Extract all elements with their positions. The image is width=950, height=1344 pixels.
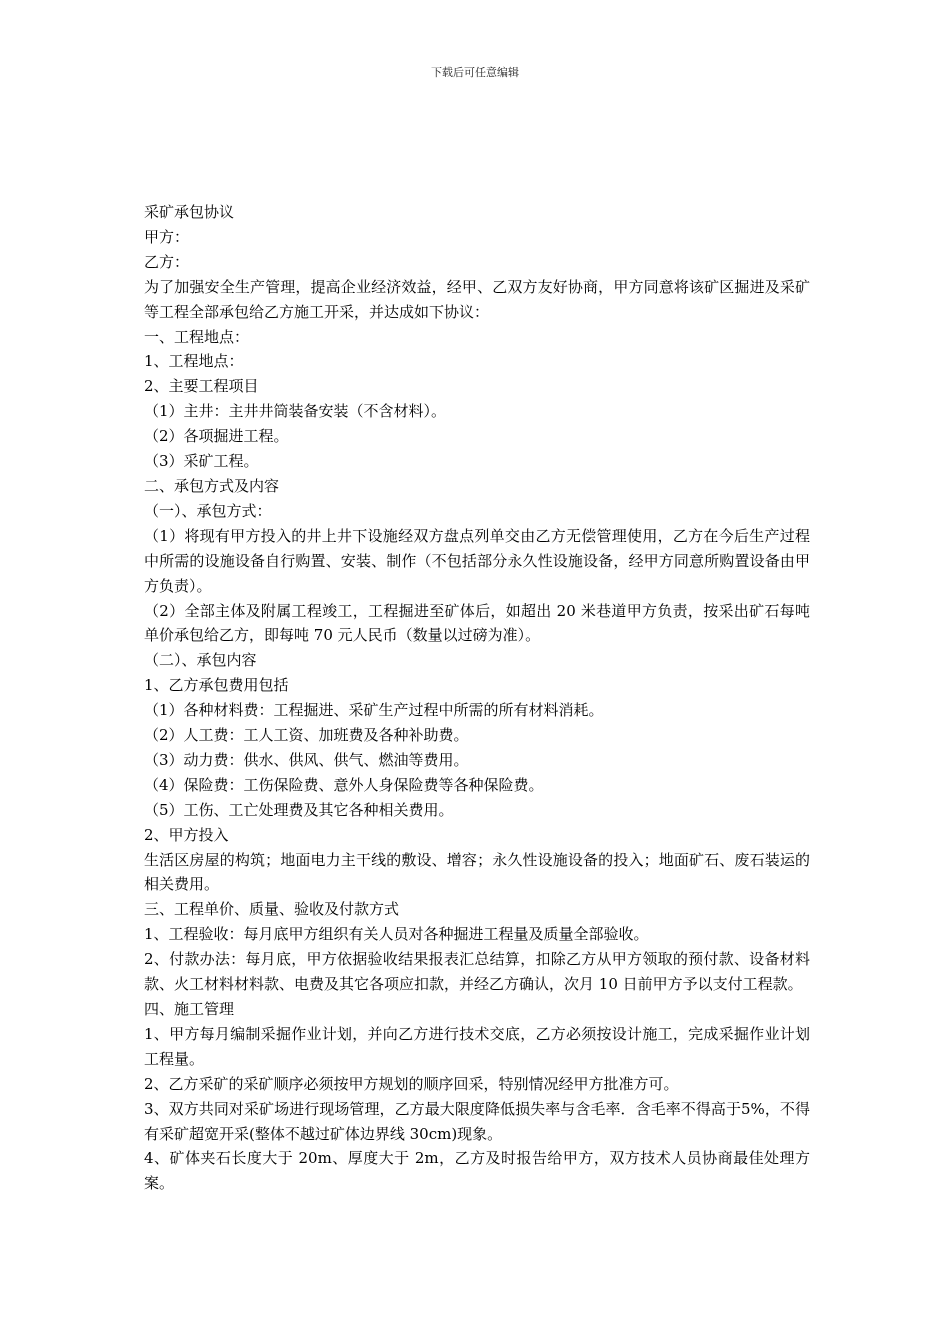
list-item: （2）各项掘进工程。	[144, 427, 289, 446]
section-heading: 三、工程单价、质量、验收及付款方式	[144, 900, 400, 919]
section-heading: 二、承包方式及内容	[144, 476, 280, 495]
list-item: （3）动力费：供水、供风、供气、燃油等费用。	[144, 750, 469, 769]
subsection-heading: （二）、承包内容	[144, 651, 257, 670]
paragraph: 1、工程验收：每月底甲方组织有关人员对各种掘进工程量及质量全部验收。	[144, 925, 649, 944]
paragraph: 2、甲方投入	[144, 825, 229, 844]
subsection-heading: （一）、承包方式：	[144, 501, 272, 520]
paragraph: 1、工程地点：	[144, 352, 244, 371]
list-item: （2）人工费：工人工资、加班费及各种补助费。	[144, 726, 469, 745]
list-item: （3）采矿工程。	[144, 452, 259, 471]
paragraph: 4、矿体夹石长度大于 20m、厚度大于 2m，乙方及时报告给甲方，双方技术人员协商最佳处理方案。	[144, 1149, 810, 1193]
list-item: （2）全部主体及附属工程竣工，工程掘进至矿体后，如超出 20 米巷道甲方负责，按采出矿石每吨单价承包给乙方，即每吨 70 元人民币（数量以过磅为准）。	[144, 601, 810, 645]
list-item: （1）主井：主井井筒装备安装（不含材料）。	[144, 402, 447, 421]
document-body	[144, 200, 810, 1196]
party-b-line: 乙方：	[144, 252, 190, 271]
page-header: 下载后可任意编辑	[431, 66, 519, 79]
list-item: （1）各种材料费：工程掘进、采矿生产过程中所需的所有材料消耗。	[144, 701, 604, 720]
section-heading: 四、施工管理	[144, 1000, 235, 1018]
list-item: （1）将现有甲方投入的井上井下设施经双方盘点列单交由乙方无偿管理使用，乙方在今后生产过程中所需的设施设备自行购置、安装、制作（不包括部分永久性设施设备，经甲方同意所购置设备由甲方负责）。	[144, 526, 810, 595]
paragraph: 生活区房屋的构筑；地面电力主干线的敷设、增容；永久性设施设备的投入；地面矿石、废石装运的相关费用。	[144, 850, 810, 894]
paragraph: 2、乙方采矿的采矿顺序必须按甲方规划的顺序回采，特别情况经甲方批准方可。	[144, 1074, 679, 1093]
preamble-paragraph: 为了加强安全生产管理，提高企业经济效益，经甲、乙双方友好协商，甲方同意将该矿区掘进及采矿等工程全部承包给乙方施工开采，并达成如下协议：	[144, 277, 810, 321]
list-item: （5）工伤、工亡处理费及其它各种相关费用。	[144, 800, 454, 819]
paragraph: 1、乙方承包费用包括	[144, 676, 289, 695]
paragraph: 1、甲方每月编制采掘作业计划，并向乙方进行技术交底，乙方必须按设计施工，完成采掘作业计划工程量。	[144, 1024, 810, 1068]
paragraph: 2、付款办法：每月底，甲方依据验收结果报表汇总结算，扣除乙方从甲方领取的预付款、设备材料款、火工材料材料款、电费及其它各项应扣款，并经乙方确认，次月 10 日前甲方予以支付工程款。	[144, 950, 810, 994]
paragraph: 3、双方共同对采矿场进行现场管理，乙方最大限度降低损失率与含毛率．含毛率不得高于5%，不得有采矿超宽开采(整体不越过矿体边界线 30cm)现象。	[144, 1099, 810, 1143]
party-a-line: 甲方：	[144, 227, 190, 246]
paragraph: 2、主要工程项目	[144, 377, 259, 396]
section-heading: 一、工程地点：	[144, 327, 250, 346]
document-title: 采矿承包协议	[144, 203, 235, 221]
list-item: （4）保险费：工伤保险费、意外人身保险费等各种保险费。	[144, 775, 544, 794]
